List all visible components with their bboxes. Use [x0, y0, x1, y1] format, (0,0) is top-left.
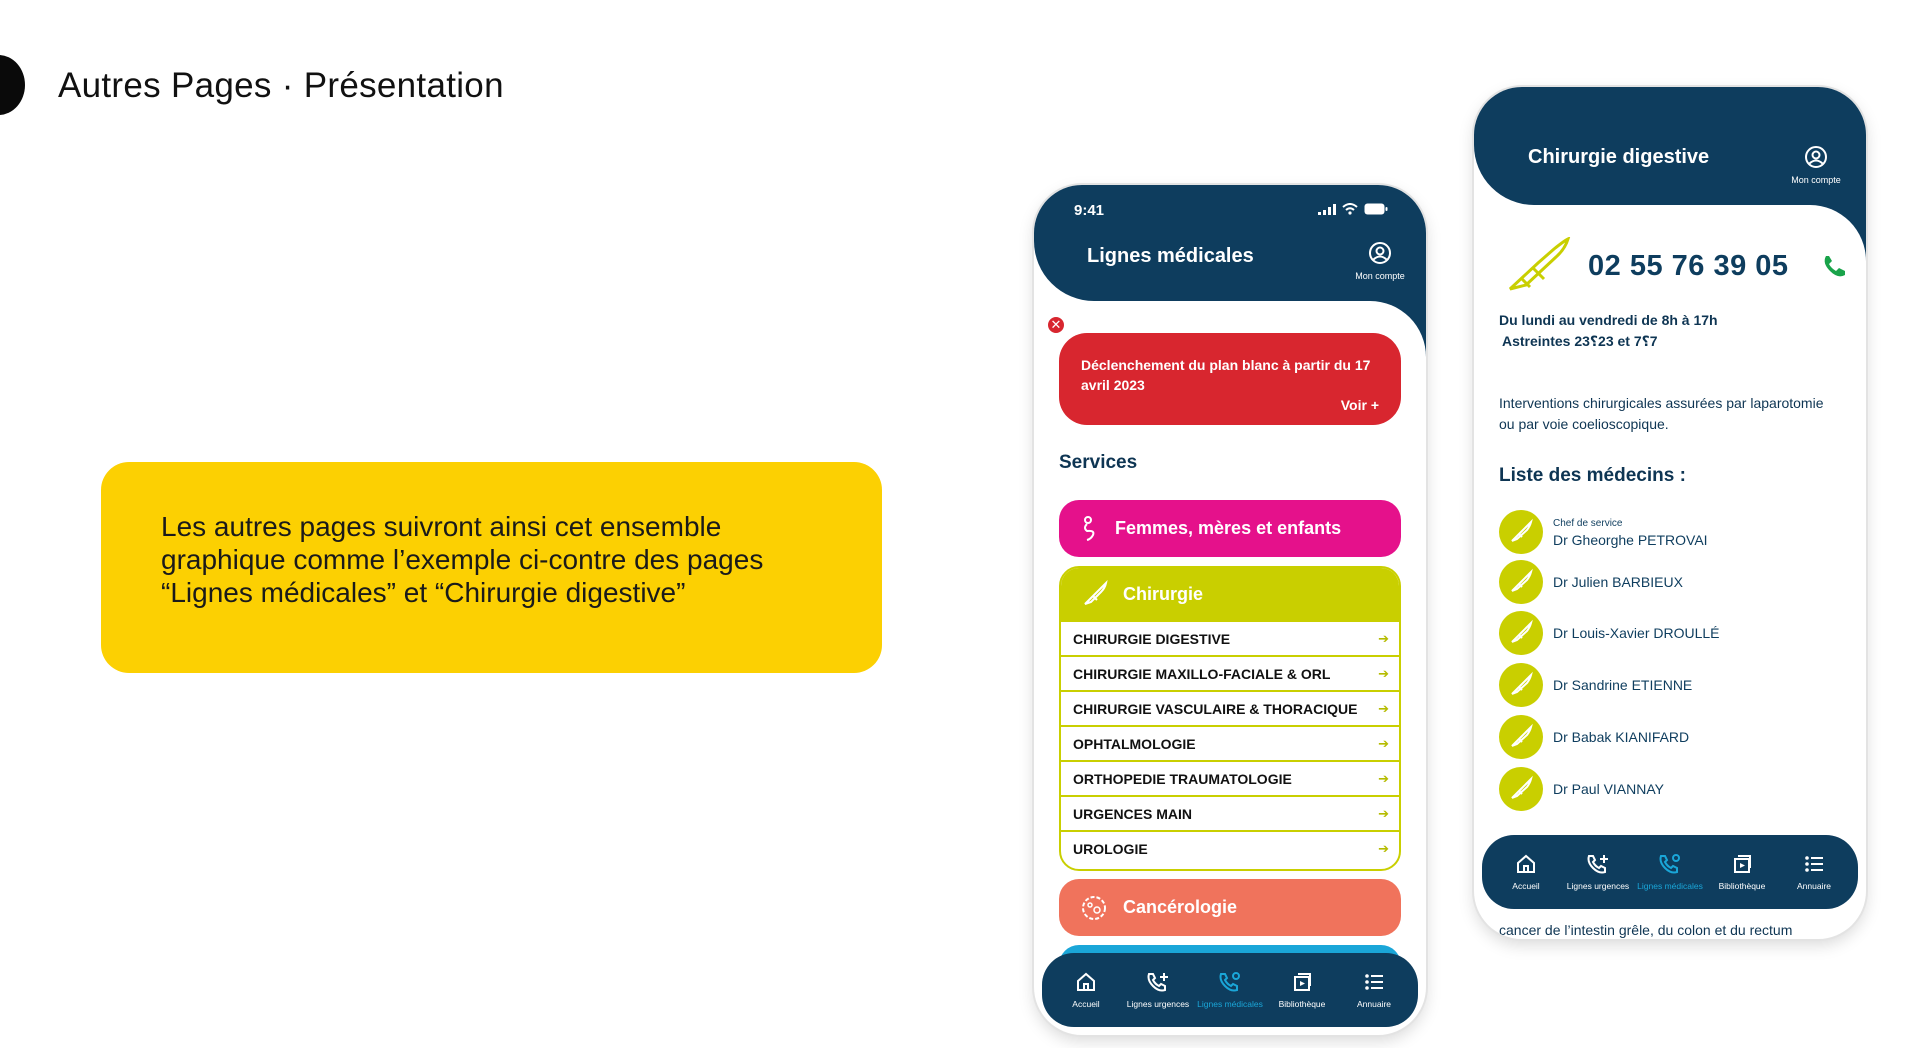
account-label: Mon compte	[1355, 271, 1405, 281]
note-box	[101, 462, 882, 673]
scalpel-icon	[1499, 663, 1543, 707]
phone-lignes-medicales	[1034, 185, 1426, 1035]
tab-bar	[1482, 835, 1858, 909]
tab-label: Annuaire	[1356, 999, 1392, 1009]
account-button[interactable]	[1350, 241, 1410, 281]
doctor-name: Dr Louis-Xavier DROULLÉ	[1553, 625, 1720, 641]
alert-text: Déclenchement du plan blanc à partir du 17 avril 2023	[1081, 357, 1371, 393]
chirurgie-item[interactable]	[1061, 655, 1399, 690]
doctor-item[interactable]	[1499, 559, 1839, 605]
service-cancerologie-label: Cancérologie	[1123, 897, 1238, 917]
service-chirurgie-label: Chirurgie	[1123, 583, 1204, 604]
doctor-item[interactable]	[1499, 766, 1839, 812]
service-femmes[interactable]	[1059, 500, 1401, 557]
chirurgie-item-label: UROLOGIE	[1073, 840, 1148, 857]
home-icon	[1515, 853, 1537, 875]
scalpel-icon	[1499, 767, 1543, 811]
chirurgie-item[interactable]	[1061, 795, 1399, 830]
service-femmes-label: Femmes, mères et enfants	[1115, 518, 1342, 538]
status-time: 9:41	[1074, 202, 1105, 219]
arrow-right-icon: ➔	[1378, 840, 1389, 856]
page-title: Lignes médicales	[1087, 245, 1254, 267]
arrow-right-icon: ➔	[1378, 770, 1389, 786]
tab-label: Lignes urgences	[1566, 881, 1630, 891]
doctor-name: Dr Julien BARBIEUX	[1553, 574, 1683, 590]
tab-lignes-medicales[interactable]	[1195, 971, 1265, 1009]
doctor-name: Dr Babak KIANIFARD	[1553, 729, 1690, 745]
doctor-phone-icon	[1657, 853, 1683, 875]
chirurgie-item-label: CHIRURGIE DIGESTIVE	[1073, 630, 1231, 647]
library-icon	[1731, 853, 1753, 875]
pregnant-woman-icon	[1079, 516, 1101, 542]
arrow-right-icon: ➔	[1378, 735, 1389, 751]
tab-accueil[interactable]	[1491, 853, 1561, 891]
tab-bibliotheque[interactable]	[1267, 971, 1337, 1009]
account-button[interactable]	[1786, 145, 1846, 185]
tab-label: Annuaire	[1796, 881, 1832, 891]
phone-chirurgie-digestive	[1474, 87, 1866, 939]
tab-bibliotheque[interactable]	[1707, 853, 1777, 891]
arrow-right-icon: ➔	[1378, 805, 1389, 821]
slide-bullet	[0, 55, 25, 115]
alert-voir-link[interactable]: Voir +	[1340, 397, 1379, 413]
status-icons	[1318, 203, 1388, 215]
opening-hours	[1499, 310, 1718, 352]
chirurgie-item[interactable]	[1061, 690, 1399, 725]
doctor-name: Dr Gheorghe PETROVAI	[1553, 532, 1708, 548]
battery-icon	[1364, 203, 1388, 215]
phone-cross-icon	[1145, 971, 1171, 993]
chirurgie-item[interactable]	[1061, 830, 1399, 865]
account-label: Mon compte	[1791, 175, 1841, 185]
phone-cross-icon	[1585, 853, 1611, 875]
scalpel-icon	[1502, 237, 1572, 295]
service-phone-number[interactable]: 02 55 76 39 05	[1588, 250, 1789, 282]
doctor-item[interactable]	[1499, 662, 1839, 708]
doctor-item[interactable]	[1499, 610, 1839, 656]
tab-bar	[1042, 953, 1418, 1027]
astreintes-line: Astreintes 23⸮23 et 7⸮7	[1502, 333, 1658, 349]
library-icon	[1291, 971, 1313, 993]
user-circle-icon	[1368, 241, 1392, 265]
tab-label: Accueil	[1512, 881, 1540, 891]
chirurgie-item-label: OPHTALMOLOGIE	[1073, 735, 1196, 752]
scalpel-icon	[1081, 580, 1109, 608]
chef-label: Chef de service	[1553, 518, 1623, 529]
chirurgie-item[interactable]	[1061, 760, 1399, 795]
services-heading: Services	[1059, 452, 1138, 473]
slide-title: Autres Pages · Présentation	[58, 66, 504, 105]
arrow-right-icon: ➔	[1378, 665, 1389, 681]
phone-icon[interactable]	[1820, 253, 1848, 281]
doctor-name: Dr Paul VIANNAY	[1553, 781, 1664, 797]
chirurgie-item-label: URGENCES MAIN	[1073, 805, 1193, 822]
doctor-phone-icon	[1217, 971, 1243, 993]
doctors-heading: Liste des médecins :	[1499, 465, 1686, 486]
cell-icon	[1079, 893, 1109, 923]
arrow-right-icon: ➔	[1378, 700, 1389, 716]
service-chirurgie	[1059, 566, 1401, 871]
signal-icon	[1318, 204, 1336, 215]
tab-label: Bibliothèque	[1718, 881, 1766, 891]
scalpel-icon	[1499, 560, 1543, 604]
service-cancerologie[interactable]	[1059, 879, 1401, 936]
tab-annuaire[interactable]	[1339, 971, 1409, 1009]
tab-label: Bibliothèque	[1278, 999, 1326, 1009]
tab-label: Lignes médicales	[1197, 999, 1263, 1009]
page-title: Chirurgie digestive	[1528, 146, 1710, 168]
service-chirurgie-header[interactable]	[1061, 568, 1399, 620]
tab-accueil[interactable]	[1051, 971, 1121, 1009]
scalpel-icon	[1499, 611, 1543, 655]
user-circle-icon	[1804, 145, 1828, 169]
scalpel-icon	[1499, 510, 1543, 554]
note-text: Les autres pages suivront ainsi cet ensemble graphique comme l’exemple ci-contre des pages “Lignes médicales” et “Chirurgie digestive”	[161, 511, 764, 608]
chirurgie-item-label: ORTHOPEDIE TRAUMATOLOGIE	[1073, 770, 1292, 787]
chirurgie-item-label: CHIRURGIE VASCULAIRE & THORACIQUE	[1073, 700, 1358, 717]
chirurgie-item-label: CHIRURGIE MAXILLO-FACIALE & ORL	[1073, 665, 1331, 682]
hours-line: Du lundi au vendredi de 8h à 17h	[1499, 312, 1718, 328]
doctor-item[interactable]	[1499, 714, 1839, 760]
doctor-item[interactable]	[1499, 509, 1839, 555]
description-text: cancer de l’intestin grêle, du colon et du rectum	[1499, 922, 1793, 938]
tab-label: Lignes médicales	[1637, 881, 1703, 891]
chirurgie-item[interactable]	[1061, 725, 1399, 760]
service-description: Interventions chirurgicales assurées par laparotomie ou par voie coelioscopique.	[1499, 395, 1824, 432]
list-icon	[1803, 853, 1825, 875]
alert-banner[interactable]	[1059, 333, 1401, 425]
list-icon	[1363, 971, 1385, 993]
chirurgie-item[interactable]	[1061, 620, 1399, 655]
wifi-icon	[1342, 203, 1358, 215]
tab-lignes-urgences[interactable]	[1563, 853, 1633, 891]
close-icon: ✕	[1050, 317, 1062, 332]
doctor-name: Dr Sandrine ETIENNE	[1553, 677, 1693, 693]
tab-lignes-urgences[interactable]	[1123, 971, 1193, 1009]
arrow-right-icon: ➔	[1378, 630, 1389, 646]
home-icon	[1075, 971, 1097, 993]
tab-label: Accueil	[1072, 999, 1100, 1009]
alert-close-button[interactable]	[1046, 315, 1066, 335]
tab-lignes-medicales[interactable]	[1635, 853, 1705, 891]
tab-label: Lignes urgences	[1126, 999, 1190, 1009]
scalpel-icon	[1499, 715, 1543, 759]
tab-annuaire[interactable]	[1779, 853, 1849, 891]
